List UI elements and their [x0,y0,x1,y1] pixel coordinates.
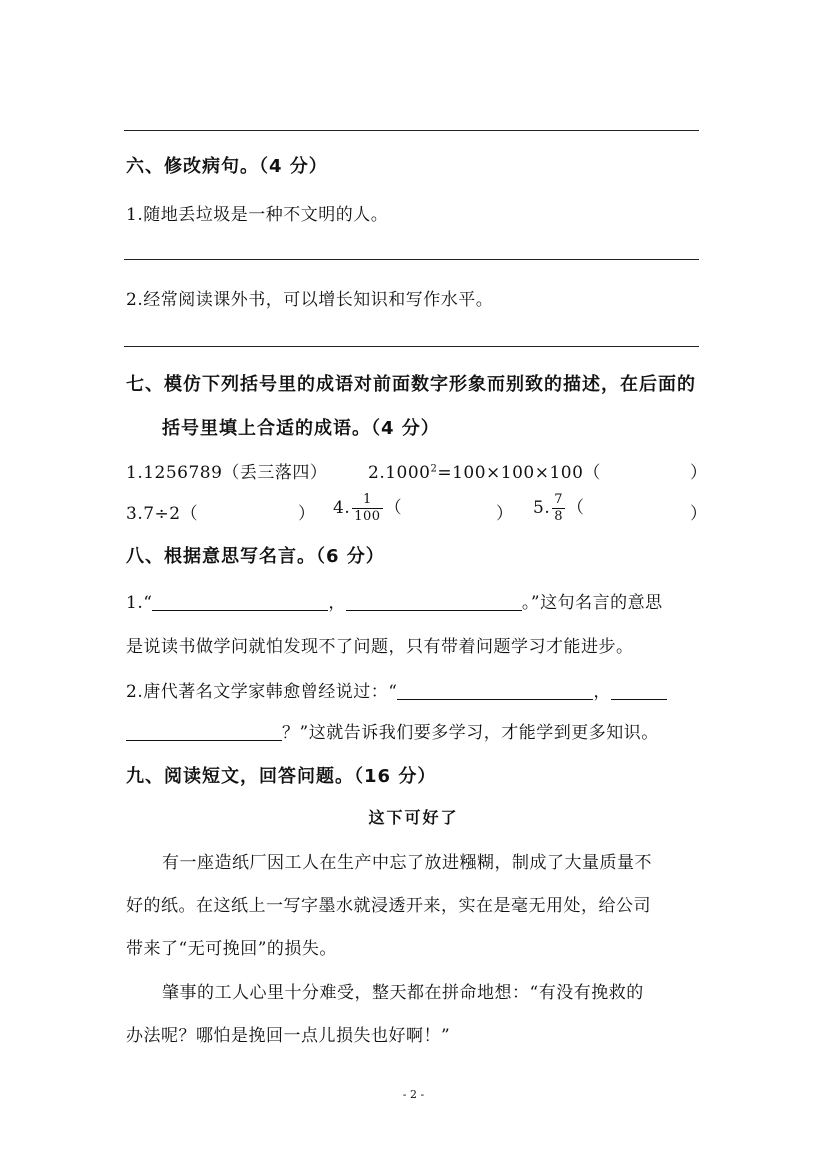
section-7-item-4-close: ） [496,504,514,524]
item-4-label: 4. [333,498,351,518]
item-5-open: （ [567,498,585,518]
section-7-item-5-close: ） [690,504,708,524]
section-7-item-3: 3.7÷2（ [126,504,199,524]
q2-blank-3[interactable] [126,722,282,741]
section-7-heading-line-2: 括号里填上合适的成语。（4 分） [162,418,440,439]
q1-prefix: 1.“ [126,593,153,613]
section-7-item-2-close: ） [690,463,708,483]
section-8-heading: 八、根据意思写名言。（6 分） [126,546,385,567]
page-number: - 2 - [402,1088,425,1101]
passage-p1-line-1: 有一座造纸厂因工人在生产中忘了放进糨糊，制成了大量质量不 [162,853,652,873]
item-2-prefix: 2.1000 [368,463,431,483]
item-4-denominator: 100 [354,509,381,524]
item-2-suffix: =100×100×100（ [437,463,601,483]
section-9-heading: 九、阅读短文，回答问题。（16 分） [126,766,437,787]
section-7-item-3-close: ） [298,504,316,524]
item-5-numerator: 7 [554,492,564,507]
section-6-answer-line-1[interactable] [124,259,699,260]
section-8-question-1-line-2: 是说读书做学问就怕发现不了问题，只有带着问题学习才能进步。 [126,637,634,657]
item-5-denominator: 8 [554,509,564,524]
passage-p1-line-3: 带来了“无可挽回”的损失。 [126,939,337,959]
passage-title: 这下可好了 [368,808,459,827]
passage-p2-line-2: 办法呢？哪怕是挽回一点儿损失也好啊！” [126,1026,451,1046]
item-4-open: （ [384,498,403,518]
item-4-numerator: 1 [352,492,382,509]
item-2-superscript: 2 [430,463,438,475]
section-6-heading: 六、修改病句。（4 分） [126,156,328,177]
section-8-question-2 [126,677,667,702]
passage-p2-line-1: 肇事的工人心里十分难受，整天都在拼命地想：“有没有挽救的 [162,983,644,1003]
section-7-item-4 [333,492,402,525]
q2-comma: ， [593,682,611,702]
q2-blank-2[interactable] [611,681,667,700]
passage-p1-line-2: 好的纸。在这纸上一写字墨水就浸透开来，实在是毫无用处，给公司 [126,896,651,916]
q2-suffix: ？”这就告诉我们要多学习，才能学到更多知识。 [282,723,659,743]
section-7-item-5 [533,492,585,525]
q1-suffix: 。”这句名言的意思 [521,593,663,613]
q1-blank-2[interactable] [346,592,522,611]
q1-comma: ， [328,593,346,613]
q1-blank-1[interactable] [152,592,328,611]
item-5-fraction [552,492,565,525]
section-8-question-2-line-2 [126,718,659,743]
section-7-heading-line-1: 七、模仿下列括号里的成语对前面数字形象而别致的描述，在后面的 [126,374,696,395]
answer-line-top [124,130,699,131]
section-6-answer-line-2[interactable] [124,346,699,347]
section-7-item-1: 1.1256789（丢三落四） [126,463,328,483]
q2-blank-1[interactable] [397,681,593,700]
section-8-question-1 [126,588,663,613]
item-4-fraction [352,492,382,525]
item-5-label: 5. [533,498,551,518]
q2-prefix: 2.唐代著名文学家韩愈曾经说过：“ [126,682,398,702]
section-6-question-2: 2.经常阅读课外书，可以增长知识和写作水平。 [126,290,494,310]
section-6-question-1: 1.随地丢垃圾是一种不文明的人。 [126,205,389,225]
section-7-item-2 [368,458,601,483]
